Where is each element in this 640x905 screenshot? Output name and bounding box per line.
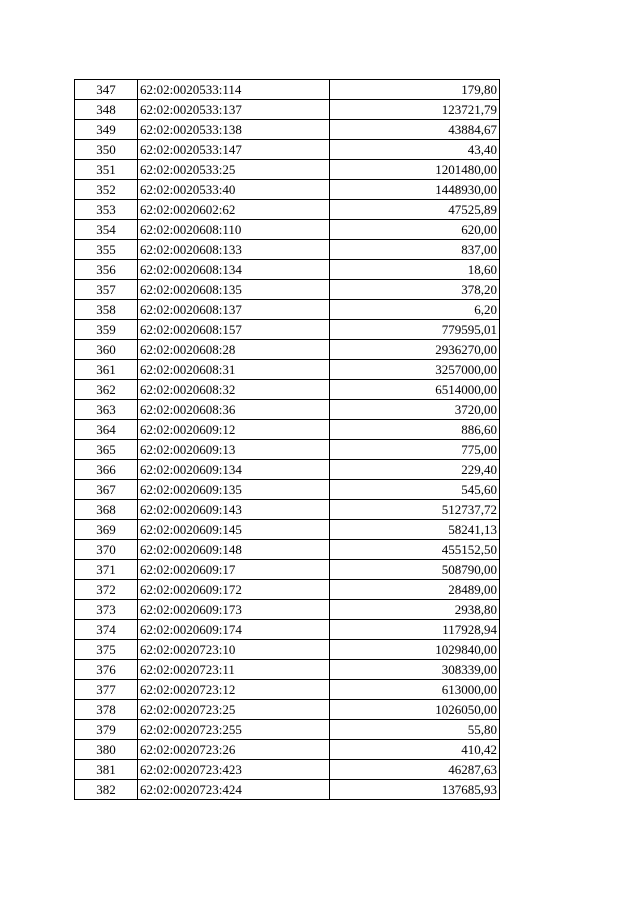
row-number-cell: 348 bbox=[75, 100, 138, 120]
cadastral-number-cell: 62:02:0020723:12 bbox=[138, 680, 330, 700]
table-row bbox=[75, 520, 500, 540]
table-row bbox=[75, 420, 500, 440]
value-cell: 229,40 bbox=[330, 460, 500, 480]
value-cell: 6,20 bbox=[330, 300, 500, 320]
row-number-cell: 347 bbox=[75, 80, 138, 100]
cadastral-number-cell: 62:02:0020723:255 bbox=[138, 720, 330, 740]
cadastral-number-cell: 62:02:0020609:148 bbox=[138, 540, 330, 560]
cadastral-number-cell: 62:02:0020609:174 bbox=[138, 620, 330, 640]
row-number-cell: 368 bbox=[75, 500, 138, 520]
row-number-cell: 349 bbox=[75, 120, 138, 140]
value-cell: 117928,94 bbox=[330, 620, 500, 640]
value-cell: 613000,00 bbox=[330, 680, 500, 700]
row-number-cell: 382 bbox=[75, 780, 138, 800]
row-number-cell: 354 bbox=[75, 220, 138, 240]
value-cell: 1201480,00 bbox=[330, 160, 500, 180]
value-cell: 378,20 bbox=[330, 280, 500, 300]
row-number-cell: 369 bbox=[75, 520, 138, 540]
value-cell: 308339,00 bbox=[330, 660, 500, 680]
table-row bbox=[75, 480, 500, 500]
value-cell: 410,42 bbox=[330, 740, 500, 760]
row-number-cell: 363 bbox=[75, 400, 138, 420]
value-cell: 886,60 bbox=[330, 420, 500, 440]
cadastral-value-table bbox=[74, 79, 500, 800]
cadastral-number-cell: 62:02:0020723:423 bbox=[138, 760, 330, 780]
table-row bbox=[75, 440, 500, 460]
value-cell: 620,00 bbox=[330, 220, 500, 240]
cadastral-number-cell: 62:02:0020608:137 bbox=[138, 300, 330, 320]
row-number-cell: 372 bbox=[75, 580, 138, 600]
cadastral-number-cell: 62:02:0020723:424 bbox=[138, 780, 330, 800]
cadastral-number-cell: 62:02:0020533:114 bbox=[138, 80, 330, 100]
row-number-cell: 355 bbox=[75, 240, 138, 260]
value-cell: 837,00 bbox=[330, 240, 500, 260]
row-number-cell: 379 bbox=[75, 720, 138, 740]
cadastral-number-cell: 62:02:0020609:173 bbox=[138, 600, 330, 620]
row-number-cell: 361 bbox=[75, 360, 138, 380]
cadastral-number-cell: 62:02:0020608:28 bbox=[138, 340, 330, 360]
table-row bbox=[75, 200, 500, 220]
cadastral-number-cell: 62:02:0020533:25 bbox=[138, 160, 330, 180]
value-cell: 43884,67 bbox=[330, 120, 500, 140]
table-row bbox=[75, 240, 500, 260]
row-number-cell: 357 bbox=[75, 280, 138, 300]
cadastral-number-cell: 62:02:0020609:12 bbox=[138, 420, 330, 440]
cadastral-number-cell: 62:02:0020533:138 bbox=[138, 120, 330, 140]
table-row bbox=[75, 380, 500, 400]
row-number-cell: 362 bbox=[75, 380, 138, 400]
table-row bbox=[75, 740, 500, 760]
cadastral-number-cell: 62:02:0020608:31 bbox=[138, 360, 330, 380]
value-cell: 6514000,00 bbox=[330, 380, 500, 400]
cadastral-number-cell: 62:02:0020608:134 bbox=[138, 260, 330, 280]
row-number-cell: 351 bbox=[75, 160, 138, 180]
table-row bbox=[75, 660, 500, 680]
value-cell: 3257000,00 bbox=[330, 360, 500, 380]
cadastral-number-cell: 62:02:0020723:11 bbox=[138, 660, 330, 680]
row-number-cell: 378 bbox=[75, 700, 138, 720]
value-cell: 775,00 bbox=[330, 440, 500, 460]
table-row bbox=[75, 500, 500, 520]
table-row bbox=[75, 300, 500, 320]
cadastral-number-cell: 62:02:0020533:40 bbox=[138, 180, 330, 200]
row-number-cell: 366 bbox=[75, 460, 138, 480]
table-row bbox=[75, 120, 500, 140]
table-row bbox=[75, 160, 500, 180]
table-row bbox=[75, 80, 500, 100]
value-cell: 1029840,00 bbox=[330, 640, 500, 660]
table-row bbox=[75, 680, 500, 700]
value-cell: 1448930,00 bbox=[330, 180, 500, 200]
row-number-cell: 359 bbox=[75, 320, 138, 340]
table-row bbox=[75, 540, 500, 560]
table-row bbox=[75, 220, 500, 240]
table-row bbox=[75, 320, 500, 340]
row-number-cell: 380 bbox=[75, 740, 138, 760]
value-cell: 779595,01 bbox=[330, 320, 500, 340]
table-row bbox=[75, 640, 500, 660]
row-number-cell: 371 bbox=[75, 560, 138, 580]
table-row bbox=[75, 580, 500, 600]
row-number-cell: 353 bbox=[75, 200, 138, 220]
table-row bbox=[75, 260, 500, 280]
value-cell: 512737,72 bbox=[330, 500, 500, 520]
row-number-cell: 377 bbox=[75, 680, 138, 700]
cadastral-number-cell: 62:02:0020608:135 bbox=[138, 280, 330, 300]
table-row bbox=[75, 180, 500, 200]
value-cell: 2936270,00 bbox=[330, 340, 500, 360]
value-cell: 455152,50 bbox=[330, 540, 500, 560]
cadastral-number-cell: 62:02:0020608:133 bbox=[138, 240, 330, 260]
row-number-cell: 370 bbox=[75, 540, 138, 560]
table-row bbox=[75, 560, 500, 580]
cadastral-number-cell: 62:02:0020723:25 bbox=[138, 700, 330, 720]
table-row bbox=[75, 600, 500, 620]
value-cell: 179,80 bbox=[330, 80, 500, 100]
table-row bbox=[75, 700, 500, 720]
value-cell: 545,60 bbox=[330, 480, 500, 500]
cadastral-number-cell: 62:02:0020609:145 bbox=[138, 520, 330, 540]
table-row bbox=[75, 760, 500, 780]
value-cell: 28489,00 bbox=[330, 580, 500, 600]
row-number-cell: 352 bbox=[75, 180, 138, 200]
table-row bbox=[75, 140, 500, 160]
table-row bbox=[75, 100, 500, 120]
table-row bbox=[75, 360, 500, 380]
table-row bbox=[75, 340, 500, 360]
cadastral-number-cell: 62:02:0020723:26 bbox=[138, 740, 330, 760]
table-row bbox=[75, 720, 500, 740]
row-number-cell: 365 bbox=[75, 440, 138, 460]
value-cell: 43,40 bbox=[330, 140, 500, 160]
row-number-cell: 350 bbox=[75, 140, 138, 160]
table-row bbox=[75, 400, 500, 420]
row-number-cell: 358 bbox=[75, 300, 138, 320]
value-cell: 3720,00 bbox=[330, 400, 500, 420]
row-number-cell: 367 bbox=[75, 480, 138, 500]
cadastral-number-cell: 62:02:0020608:36 bbox=[138, 400, 330, 420]
value-cell: 46287,63 bbox=[330, 760, 500, 780]
value-cell: 508790,00 bbox=[330, 560, 500, 580]
table-row bbox=[75, 460, 500, 480]
row-number-cell: 373 bbox=[75, 600, 138, 620]
table-row bbox=[75, 280, 500, 300]
row-number-cell: 374 bbox=[75, 620, 138, 640]
cadastral-number-cell: 62:02:0020608:32 bbox=[138, 380, 330, 400]
row-number-cell: 364 bbox=[75, 420, 138, 440]
row-number-cell: 375 bbox=[75, 640, 138, 660]
cadastral-number-cell: 62:02:0020608:157 bbox=[138, 320, 330, 340]
cadastral-number-cell: 62:02:0020609:143 bbox=[138, 500, 330, 520]
cadastral-number-cell: 62:02:0020602:62 bbox=[138, 200, 330, 220]
cadastral-number-cell: 62:02:0020533:137 bbox=[138, 100, 330, 120]
cadastral-number-cell: 62:02:0020609:135 bbox=[138, 480, 330, 500]
cadastral-number-cell: 62:02:0020723:10 bbox=[138, 640, 330, 660]
value-cell: 47525,89 bbox=[330, 200, 500, 220]
value-cell: 123721,79 bbox=[330, 100, 500, 120]
cadastral-number-cell: 62:02:0020609:17 bbox=[138, 560, 330, 580]
cadastral-number-cell: 62:02:0020609:134 bbox=[138, 460, 330, 480]
row-number-cell: 360 bbox=[75, 340, 138, 360]
cadastral-number-cell: 62:02:0020609:172 bbox=[138, 580, 330, 600]
value-cell: 18,60 bbox=[330, 260, 500, 280]
value-cell: 55,80 bbox=[330, 720, 500, 740]
table-body bbox=[75, 80, 500, 800]
value-cell: 1026050,00 bbox=[330, 700, 500, 720]
value-cell: 137685,93 bbox=[330, 780, 500, 800]
row-number-cell: 376 bbox=[75, 660, 138, 680]
cadastral-number-cell: 62:02:0020609:13 bbox=[138, 440, 330, 460]
cadastral-number-cell: 62:02:0020608:110 bbox=[138, 220, 330, 240]
table-row bbox=[75, 620, 500, 640]
row-number-cell: 381 bbox=[75, 760, 138, 780]
value-cell: 2938,80 bbox=[330, 600, 500, 620]
table-row bbox=[75, 780, 500, 800]
row-number-cell: 356 bbox=[75, 260, 138, 280]
value-cell: 58241,13 bbox=[330, 520, 500, 540]
cadastral-number-cell: 62:02:0020533:147 bbox=[138, 140, 330, 160]
document-page bbox=[74, 79, 500, 800]
